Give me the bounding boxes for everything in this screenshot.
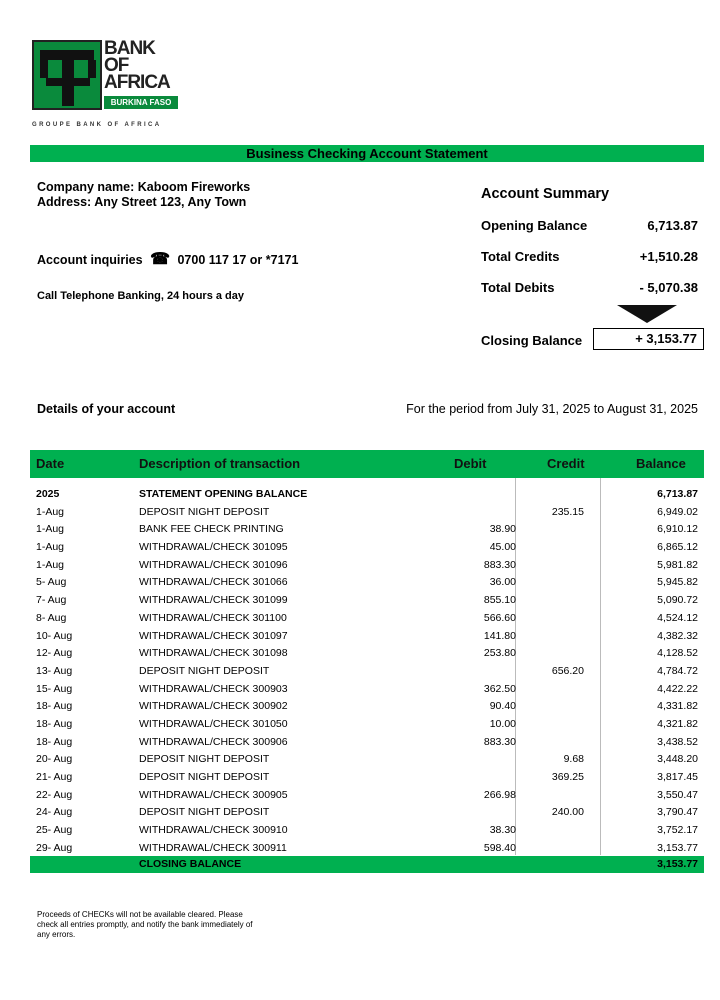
bank-logo xyxy=(32,40,182,132)
inquiries-line xyxy=(37,249,298,269)
table-row xyxy=(30,751,704,769)
row-date: 7- Aug xyxy=(36,594,67,607)
row-debit: 90.40 xyxy=(489,700,516,713)
row-description: WITHDRAWAL/CHECK 301096 xyxy=(139,558,288,571)
row-date: 18- Aug xyxy=(36,735,73,748)
row-description: WITHDRAWAL/CHECK 301100 xyxy=(139,611,287,624)
logo-groupe: GROUPE BANK OF AFRICA xyxy=(32,122,162,128)
header-date: Date xyxy=(36,456,65,471)
row-date: 29- Aug xyxy=(36,841,73,854)
row-balance: 3,550.47 xyxy=(657,788,698,801)
opening-balance-label: Opening Balance xyxy=(481,218,588,233)
row-credit: 656.20 xyxy=(551,664,584,677)
row-debit: 38.90 xyxy=(489,523,516,536)
table-row xyxy=(30,557,704,575)
row-date: 2025 xyxy=(36,488,60,500)
closing-balance-value: + 3,153.77 xyxy=(593,328,704,350)
inquiries-phone: 0700 117 17 or *7171 xyxy=(177,253,299,267)
row-description: BANK FEE CHECK PRINTING xyxy=(139,523,284,536)
row-credit: 235.15 xyxy=(551,505,584,518)
table-row xyxy=(30,592,704,610)
row-balance: 4,321.82 xyxy=(657,717,698,730)
row-date: 13- Aug xyxy=(36,664,73,677)
row-description: WITHDRAWAL/CHECK 300910 xyxy=(139,824,288,837)
row-debit: 36.00 xyxy=(489,576,516,589)
logo-wordmark: BANK OF AFRICA xyxy=(104,38,170,93)
row-credit: 9.68 xyxy=(563,753,584,766)
row-date: 1-Aug xyxy=(36,505,65,518)
row-debit: 253.80 xyxy=(483,647,516,660)
inquiries-label: Account inquiries xyxy=(37,253,143,267)
row-balance: 4,331.82 xyxy=(657,700,698,713)
header-credit: Credit xyxy=(547,456,585,471)
row-date: 21- Aug xyxy=(36,771,73,783)
opening-balance-value: 6,713.87 xyxy=(647,218,698,233)
row-description: WITHDRAWAL/CHECK 300902 xyxy=(139,700,288,713)
table-row xyxy=(30,628,704,646)
table-row xyxy=(30,504,704,522)
statement-title: Business Checking Account Statement xyxy=(30,145,704,162)
row-debit: 141.80 xyxy=(483,629,516,642)
closing-balance-row xyxy=(30,856,704,873)
closing-row-label: CLOSING BALANCE xyxy=(139,858,242,870)
period-label: For the period from July 31, 2025 to August 31, 2025 xyxy=(406,402,698,416)
row-balance: 3,448.20 xyxy=(657,753,698,766)
row-balance: 6,910.12 xyxy=(657,523,698,536)
row-date: 8- Aug xyxy=(36,611,67,624)
row-description: WITHDRAWAL/CHECK 300903 xyxy=(139,682,288,695)
row-balance: 6,713.87 xyxy=(657,488,698,500)
table-row xyxy=(30,787,704,805)
row-date: 15- Aug xyxy=(36,682,73,695)
row-description: DEPOSIT NIGHT DEPOSIT xyxy=(139,664,270,677)
logo-subtitle: BURKINA FASO xyxy=(104,96,178,109)
row-credit: 240.00 xyxy=(551,806,584,819)
row-description: WITHDRAWAL/CHECK 301099 xyxy=(139,594,288,607)
row-description: WITHDRAWAL/CHECK 301097 xyxy=(139,629,288,642)
company-address: Address: Any Street 123, Any Town xyxy=(37,195,247,209)
row-date: 5- Aug xyxy=(36,576,67,589)
row-debit: 38.30 xyxy=(489,824,516,837)
row-debit: 362.50 xyxy=(483,682,516,695)
summary-title: Account Summary xyxy=(481,186,610,202)
row-balance: 3,153.77 xyxy=(657,841,698,854)
row-balance: 3,752.17 xyxy=(657,824,698,837)
row-date: 1-Aug xyxy=(36,558,65,571)
footer-note: Proceeds of CHECKs will not be available cleared. Please check all entries promptly, and notify the bank immediately of any errors. xyxy=(37,910,253,939)
row-balance: 3,790.47 xyxy=(657,806,698,819)
header-balance: Balance xyxy=(636,456,686,471)
row-date: 20- Aug xyxy=(36,753,73,766)
table-row xyxy=(30,521,704,539)
closing-row-value: 3,153.77 xyxy=(657,858,698,870)
row-date: 12- Aug xyxy=(36,647,73,660)
transaction-list xyxy=(30,486,704,857)
header-debit: Debit xyxy=(454,456,487,471)
row-description: WITHDRAWAL/CHECK 301095 xyxy=(139,541,288,554)
table-row xyxy=(30,716,704,734)
row-description: WITHDRAWAL/CHECK 300906 xyxy=(139,735,288,748)
table-row xyxy=(30,486,704,504)
row-balance: 6,949.02 xyxy=(657,505,698,518)
row-description: WITHDRAWAL/CHECK 300905 xyxy=(139,788,288,801)
row-debit: 266.98 xyxy=(483,788,516,801)
row-date: 22- Aug xyxy=(36,788,73,801)
company-name: Company name: Kaboom Fireworks xyxy=(37,180,251,194)
logo-mark-icon xyxy=(32,40,102,110)
closing-balance-label: Closing Balance xyxy=(481,333,583,348)
table-row xyxy=(30,539,704,557)
row-description: WITHDRAWAL/CHECK 301098 xyxy=(139,647,288,660)
table-row xyxy=(30,734,704,752)
table-row xyxy=(30,804,704,822)
row-debit: 10.00 xyxy=(489,717,516,730)
row-balance: 4,524.12 xyxy=(657,611,698,624)
row-date: 18- Aug xyxy=(36,700,73,713)
table-row xyxy=(30,574,704,592)
table-row xyxy=(30,610,704,628)
row-date: 1-Aug xyxy=(36,541,65,554)
row-debit: 883.30 xyxy=(483,735,516,748)
table-row xyxy=(30,681,704,699)
row-balance: 5,945.82 xyxy=(657,576,698,589)
row-debit: 566.60 xyxy=(483,611,516,624)
row-balance: 3,817.45 xyxy=(657,771,698,783)
table-header xyxy=(30,450,704,478)
row-balance: 5,090.72 xyxy=(657,594,698,607)
row-description: DEPOSIT NIGHT DEPOSIT xyxy=(139,753,270,766)
table-row xyxy=(30,698,704,716)
row-description: WITHDRAWAL/CHECK 301050 xyxy=(139,717,288,730)
table-row xyxy=(30,840,704,858)
row-date: 24- Aug xyxy=(36,806,73,819)
row-credit: 369.25 xyxy=(551,771,584,783)
row-debit: 598.40 xyxy=(483,841,516,854)
row-balance: 5,981.82 xyxy=(657,558,698,571)
row-description: DEPOSIT NIGHT DEPOSIT xyxy=(139,771,270,783)
row-date: 18- Aug xyxy=(36,717,73,730)
telephone-icon: ☎ xyxy=(150,251,170,268)
row-description: DEPOSIT NIGHT DEPOSIT xyxy=(139,806,270,819)
table-row xyxy=(30,663,704,681)
total-debits-value: - 5,070.38 xyxy=(639,280,698,295)
row-balance: 4,128.52 xyxy=(657,647,698,660)
row-balance: 4,784.72 xyxy=(657,664,698,677)
row-description: WITHDRAWAL/CHECK 300911 xyxy=(139,841,287,854)
row-debit: 883.30 xyxy=(483,558,516,571)
row-date: 10- Aug xyxy=(36,629,73,642)
telephone-banking: Call Telephone Banking, 24 hours a day xyxy=(37,290,245,302)
row-date: 1-Aug xyxy=(36,523,65,536)
table-row xyxy=(30,645,704,663)
table-row xyxy=(30,769,704,787)
row-description: DEPOSIT NIGHT DEPOSIT xyxy=(139,505,270,518)
down-arrow-icon xyxy=(617,305,677,323)
table-row xyxy=(30,822,704,840)
row-balance: 6,865.12 xyxy=(657,541,698,554)
row-description: WITHDRAWAL/CHECK 301066 xyxy=(139,576,288,589)
details-label: Details of your account xyxy=(37,402,176,416)
total-credits-label: Total Credits xyxy=(481,249,560,264)
row-debit: 45.00 xyxy=(489,541,516,554)
total-debits-label: Total Debits xyxy=(481,280,555,295)
row-balance: 4,382.32 xyxy=(657,629,698,642)
row-balance: 3,438.52 xyxy=(657,735,698,748)
row-date: 25- Aug xyxy=(36,824,73,837)
total-credits-value: +1,510.28 xyxy=(639,249,698,264)
row-debit: 855.10 xyxy=(483,594,516,607)
row-description: STATEMENT OPENING BALANCE xyxy=(139,488,308,500)
header-description: Description of transaction xyxy=(139,456,301,471)
row-balance: 4,422.22 xyxy=(657,682,698,695)
